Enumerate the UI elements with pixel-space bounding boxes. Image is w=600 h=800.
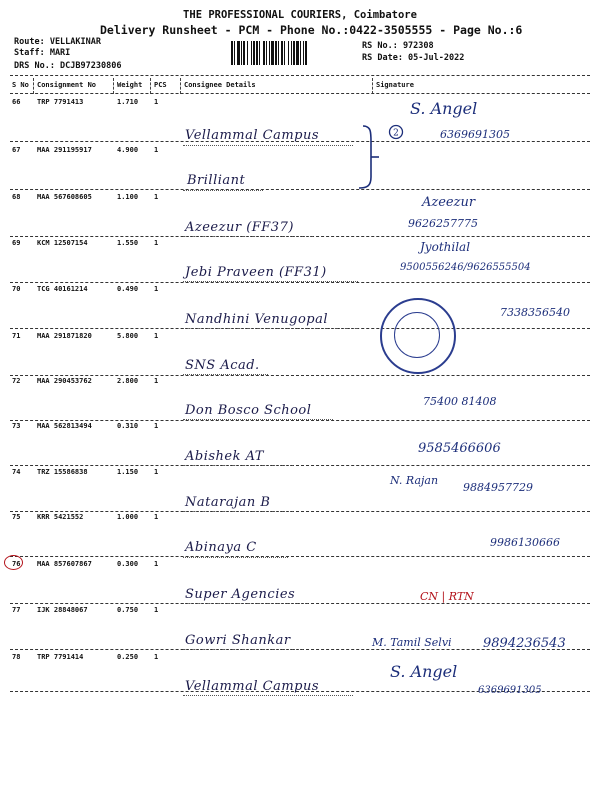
column-divider: [372, 78, 373, 94]
column-header-sno: S No: [12, 81, 29, 89]
row-consignment-no: MAA 291195917: [37, 146, 92, 154]
row-pcs: 1: [154, 98, 159, 106]
row-sno: 74: [12, 468, 21, 476]
write-line: [183, 649, 303, 650]
row-sno: 72: [12, 377, 21, 385]
row-pcs: 1: [154, 332, 159, 340]
row-sno: 70: [12, 285, 21, 293]
barcode-bar: [281, 41, 283, 65]
phone-number: 6369691305: [440, 128, 510, 141]
write-line: [183, 328, 358, 329]
row-consignment-no: MAA 291871820: [37, 332, 92, 340]
consignee-name: Azeezur (FF37): [185, 220, 294, 235]
signature: S. Angel: [410, 99, 478, 118]
column-divider: [150, 78, 151, 94]
phone-number: 9894236543: [483, 636, 566, 651]
barcode-bar: [237, 41, 240, 65]
row-consignment-no: IJK 28848067: [37, 606, 88, 614]
barcode-bar: [300, 41, 301, 65]
write-line: [183, 419, 333, 420]
barcode-bar: [253, 41, 255, 65]
row-pcs: 1: [154, 193, 159, 201]
consignee-name: Vellammal Campus: [185, 128, 320, 143]
phone-number: 9500556246/9626555504: [400, 262, 531, 273]
barcode-bar: [263, 41, 265, 65]
document-subtitle: Delivery Runsheet - PCM - Phone No.:0422-3505555 - Page No.:6: [100, 23, 523, 37]
svg-text:2: 2: [393, 128, 399, 139]
phone-number: 6369691305: [478, 685, 542, 696]
barcode-bar: [266, 41, 267, 65]
consignee-name: Natarajan B: [185, 495, 271, 510]
row-consignment-no: TCG 40161214: [37, 285, 88, 293]
column-header-consignment: Consignment No: [37, 81, 97, 89]
row-consignment-no: MAA 857607867: [37, 560, 92, 568]
row-divider: [10, 556, 590, 557]
document-title: THE PROFESSIONAL COURIERS, Coimbatore: [183, 9, 417, 21]
return-note: CN | RTN: [420, 590, 474, 603]
bracket-mark-icon: [355, 122, 385, 192]
row-divider: [10, 189, 590, 190]
row-pcs: 1: [154, 468, 159, 476]
row-weight: 1.550: [117, 239, 139, 247]
barcode-bar: [243, 41, 245, 65]
circled-number-icon: [388, 124, 404, 140]
institution-seal-icon: [380, 298, 456, 374]
rs-number: RS No.: 972308: [362, 41, 434, 51]
row-divider: [10, 465, 590, 466]
write-line: [183, 281, 358, 282]
barcode-bar: [234, 41, 235, 65]
row-weight: 1.100: [117, 193, 139, 201]
barcode-bar: [296, 41, 299, 65]
row-weight: 1.710: [117, 98, 139, 106]
row-pcs: 1: [154, 606, 159, 614]
barcode-bar: [269, 41, 270, 65]
consignee-name: Vellammal Campus: [185, 679, 320, 694]
row-weight: 0.310: [117, 422, 139, 430]
column-divider: [113, 78, 114, 94]
column-header-signature: Signature: [376, 81, 414, 89]
consignee-name: Gowri Shankar: [185, 633, 291, 648]
row-sno: 78: [12, 653, 21, 661]
row-pcs: 1: [154, 422, 159, 430]
highlight-circle-icon: [4, 555, 23, 570]
phone-number: 9986130666: [490, 536, 560, 549]
barcode-bar: [278, 41, 279, 65]
barcode-bar: [284, 41, 285, 65]
table-row: [0, 606, 600, 659]
row-weight: 1.000: [117, 513, 139, 521]
write-line: [183, 695, 353, 696]
write-line: [183, 190, 263, 191]
consignee-name: Don Bosco School: [185, 403, 312, 418]
barcode-bar: [247, 41, 248, 65]
row-divider: [10, 282, 590, 283]
row-consignment-no: MAA 567608605: [37, 193, 92, 201]
signature: S. Angel: [390, 662, 458, 681]
barcode-bar: [241, 41, 242, 65]
consignee-name: Nandhini Venugopal: [185, 312, 329, 327]
consignee-name: Abinaya C: [185, 540, 257, 555]
write-line: [183, 603, 308, 604]
phone-number: 9626257775: [408, 217, 478, 230]
barcode-icon: [231, 41, 361, 65]
route-label: Route: VELLAKINAR: [14, 37, 101, 47]
phone-number: 7338356540: [500, 306, 570, 319]
consignee-name: SNS Acad.: [185, 358, 260, 373]
row-sno: 75: [12, 513, 21, 521]
row-weight: 0.750: [117, 606, 139, 614]
write-line: [183, 465, 293, 466]
write-line: [183, 511, 293, 512]
write-line: [183, 145, 353, 146]
barcode-bar: [251, 41, 252, 65]
row-weight: 5.800: [117, 332, 139, 340]
row-pcs: 1: [154, 239, 159, 247]
phone-number: 75400 81408: [423, 395, 497, 408]
rs-date: RS Date: 05-Jul-2022: [362, 53, 465, 63]
row-divider: [10, 375, 590, 376]
barcode-bar: [305, 41, 307, 65]
row-sno: 71: [12, 332, 21, 340]
consignee-name: Brilliant: [187, 173, 246, 188]
row-consignment-no: TRP 7791414: [37, 653, 84, 661]
row-sno: 68: [12, 193, 21, 201]
staff-label: Staff: MARI: [14, 48, 71, 58]
signature: N. Rajan: [390, 474, 439, 487]
row-weight: 0.300: [117, 560, 139, 568]
row-sno: 77: [12, 606, 21, 614]
consignee-name: Jebi Praveen (FF31): [185, 265, 327, 280]
row-divider: [10, 511, 590, 512]
row-weight: 1.150: [117, 468, 139, 476]
row-weight: 0.250: [117, 653, 139, 661]
row-consignment-no: KCM 12507154: [37, 239, 88, 247]
row-sno: 76: [12, 560, 21, 568]
row-sno: 69: [12, 239, 21, 247]
barcode-bar: [293, 41, 295, 65]
seal-inner-ring-icon: [394, 312, 440, 358]
header-rule-bottom: [10, 93, 590, 94]
row-pcs: 1: [154, 285, 159, 293]
write-line: [183, 374, 268, 375]
row-sno: 73: [12, 422, 21, 430]
signature: Jyothilal: [420, 240, 471, 254]
barcode-bar: [291, 41, 292, 65]
row-consignment-no: KRR 5421552: [37, 513, 84, 521]
phone-number: 9585466606: [418, 441, 501, 456]
row-sno: 66: [12, 98, 21, 106]
column-header-pcs: PCS: [154, 81, 167, 89]
row-weight: 4.900: [117, 146, 139, 154]
header-rule-top: [10, 75, 590, 76]
row-divider: [10, 420, 590, 421]
column-divider: [33, 78, 34, 94]
barcode-bar: [259, 41, 260, 65]
column-header-consignee: Consignee Details: [184, 81, 256, 89]
row-consignment-no: MAA 562813494: [37, 422, 92, 430]
row-pcs: 1: [154, 377, 159, 385]
row-pcs: 1: [154, 146, 159, 154]
row-pcs: 1: [154, 560, 159, 568]
barcode-bar: [231, 41, 233, 65]
drs-number: DRS No.: DCJB97230806: [14, 61, 122, 71]
barcode-bar: [303, 41, 304, 65]
row-consignment-no: TRZ 15586838: [37, 468, 88, 476]
column-header-weight: Weight: [117, 81, 143, 89]
row-pcs: 1: [154, 513, 159, 521]
row-weight: 0.490: [117, 285, 139, 293]
column-divider: [180, 78, 181, 94]
row-weight: 2.800: [117, 377, 139, 385]
signature: M. Tamil Selvi: [372, 636, 452, 649]
write-line: [183, 236, 313, 237]
row-sno: 67: [12, 146, 21, 154]
barcode-bar: [275, 41, 277, 65]
row-pcs: 1: [154, 653, 159, 661]
consignee-name: Super Agencies: [185, 587, 296, 602]
barcode-bar: [256, 41, 258, 65]
row-consignment-no: MAA 290453762: [37, 377, 92, 385]
row-consignment-no: TRP 7791413: [37, 98, 84, 106]
phone-number: 9884957729: [463, 481, 533, 494]
barcode-bar: [271, 41, 274, 65]
signature: Azeezur: [422, 195, 476, 210]
table-row: [0, 146, 600, 199]
consignee-name: Abishek AT: [185, 449, 264, 464]
barcode-bar: [288, 41, 289, 65]
write-line: [183, 557, 288, 558]
table-row: [0, 98, 600, 151]
